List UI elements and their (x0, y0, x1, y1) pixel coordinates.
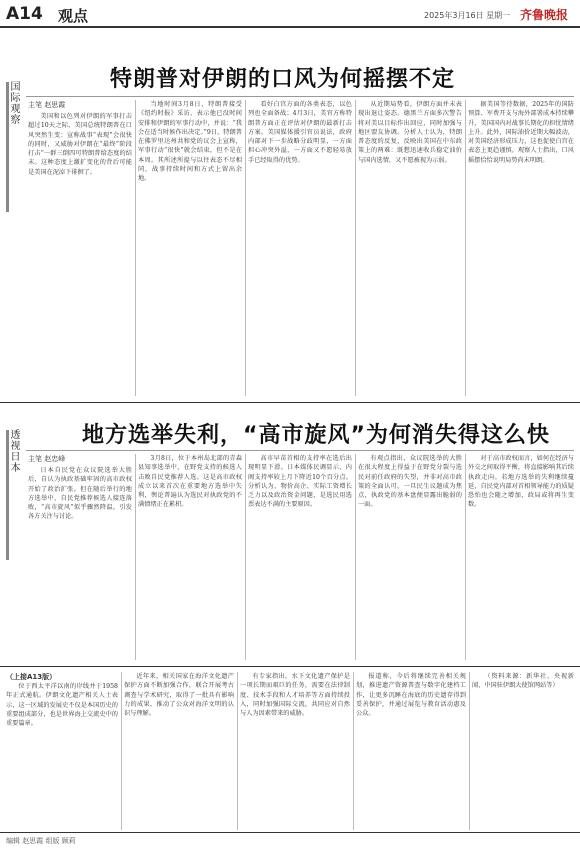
article1-column: 当地时间3月8日，特朗普接受《纽约时报》采访，表示他已没时间安排和伊朗的军事行动中，并说：“我会在适当时候作出决定。”9日，特朗普在佛罗里达州共和党的议会上宣称，军事行动“很快”就会结束，但不是在本周。其所述所提与以往表态不尽相同，战事持续时间和方式上留出余地。 (138, 101, 242, 183)
article3-column: 位于西太平洋以南的岸线并于1958年正式通航。伊朗文化遗产相关人士表示，这一区域的发展史不仅是本国历史的重要组成部分，也是世界海上交流史中的重要篇章。 (6, 683, 118, 728)
headline-rule (26, 96, 574, 97)
article1-headline: 特朗普对伊朗的口风为何摇摆不定 (110, 67, 456, 92)
column-divider (355, 454, 356, 660)
article2-column: 对于高市政权而言，如何在经济与外交之间取得平衡，将直接影响其后续执政走向。若地方选举的失利继续蔓延，自民党内部对首相领导能力的质疑恐怕也会随之增加，政局或将再生变数。 (468, 455, 574, 509)
column-divider (245, 100, 246, 396)
article3-column: （资料来源：新华社、央视新闻、中国驻伊朗大使馆网站等） (472, 673, 574, 690)
article2-byline: 主笔 赵忠峰 (28, 455, 66, 463)
article2-column: 3月8日，位于本州岛北部的青森县知事选举中，在野党支持的候选人击败自民党推荐人选。这是高市政权成立以来首次在重要地方选举中失利，舆论普遍认为选民对执政党的不满情绪正在累积。 (138, 455, 242, 509)
rubric-label-mid: 透视日本 (6, 430, 22, 560)
column-divider (353, 672, 354, 830)
column-divider (245, 454, 246, 660)
issue-date: 2025年3月16日 星期一 (424, 11, 511, 20)
footer-divider (0, 832, 580, 833)
article2-column: 有观点指出，众议院选举的大胜在很大程度上得益于在野党分裂与选民对前任政府的失望，并非对高市政策的全面认可。一旦民生议题成为焦点，执政党的基本盘便显露出脆弱的一面。 (358, 455, 462, 509)
article1-column: 从近期局势看，伊朗方面并未表现出退让姿态。德黑兰方面多次警告将对美以目标作出回应，同时加强与地区盟友协调。分析人士认为，特朗普态度的反复，反映出美国在中东政策上的两难：既想迅速收兵稳定油价与国内选情，又不愿被视为示弱。 (358, 101, 462, 164)
column-divider (469, 672, 470, 830)
newspaper-logo: 齐鲁晚报 (520, 8, 569, 22)
section-name: 观点 (58, 7, 89, 25)
column-divider (135, 100, 136, 396)
page-number: A14 (6, 4, 43, 24)
article2-column: 高市早苗首相的支持率在选后出现明显下滑。日本媒体民调显示，内阁支持率较上月下降近10个百分点。分析认为，物价高企、实际工资增长乏力以及政治资金问题，是选民用选票表达不满的主要原因。 (248, 455, 352, 509)
article3-column: 报道称，今后将继续完善相关规划，推进遗产资源普查与数字化建档工作，让更多沉睡在海底的历史遗存得到妥善保护，并通过展览与教育活动惠及公众。 (356, 673, 466, 718)
column-divider (121, 672, 122, 830)
column-divider (135, 454, 136, 660)
column-divider (465, 454, 466, 660)
article3-column: 有专家指出，水下文化遗产保护是一项长期而艰巨的任务，需要在法律制度、技术手段和人才培养等方面持续投入，同时加强国际交流，共同应对自然与人为因素带来的威胁。 (240, 673, 350, 718)
article1-column: 美国和以色列对伊朗的军事打击超过10天之际，美国总统特朗普在口风突然生变：宣称战事“表现”会很快的同时，又威胁对伊朗在“最终”阶段打击“一群三倒四可特朗普给态度的结末。这种态度上激扩变化的背后可能是美国在泥淖下徘徊了。 (28, 113, 132, 176)
article2-column: 日本自民党在众议院选举大胜后，自认为执政基础牢固的高市政权开始了政治扩张。但在随后举行的地方选举中，自民党推荐候选人接连落败，“高市旋风”似乎骤然降温，引发各方关注与讨论。 (28, 467, 132, 521)
article2-headline: 地方选举失利，“高市旋风”为何消失得这么快 (82, 423, 550, 448)
headline-rule (26, 450, 574, 451)
article1-column: 据美国等待数据，2025年的国防预算、军费开支与海外部署成本持续攀升，美国国内对战事长期化的担忧情绪上升。此外，国际油价近期大幅波动，对美国经济形成压力，这也促使白宫在表态上更趋谨慎。观察人士指出，口风摇摆恰恰说明局势尚未明朗。 (468, 101, 574, 164)
page-masthead (0, 0, 580, 28)
continued-label: （上接A13版） (6, 673, 57, 681)
column-divider (237, 672, 238, 830)
article1-byline: 主笔 赵思霞 (28, 101, 66, 109)
article3-column: 近年来，相关国家在海洋文化遗产保护方面不断加强合作，联合开展考古调查与学术研究，取得了一批具有影响力的成果，推动了公众对海洋文明的认识与理解。 (124, 673, 234, 718)
section-divider (0, 402, 580, 403)
column-divider (465, 100, 466, 396)
column-divider (355, 100, 356, 396)
article1-column: 看好白宫方面的各类表态，以色列也全面备战；4月3日，美官方称特朗普方面正在评估对伊朗的最新打击方案。美国媒体援引官员说法，政府内部对下一步战略分歧明显，一方面担心冲突外溢，一方面又不愿轻易放手已经取得的优势。 (248, 101, 352, 164)
editor-credit: 编辑 赵思霞 组版 顾莉 (6, 837, 76, 845)
rubric-label-top: 国际观察 (6, 82, 22, 212)
section-divider (0, 666, 580, 667)
